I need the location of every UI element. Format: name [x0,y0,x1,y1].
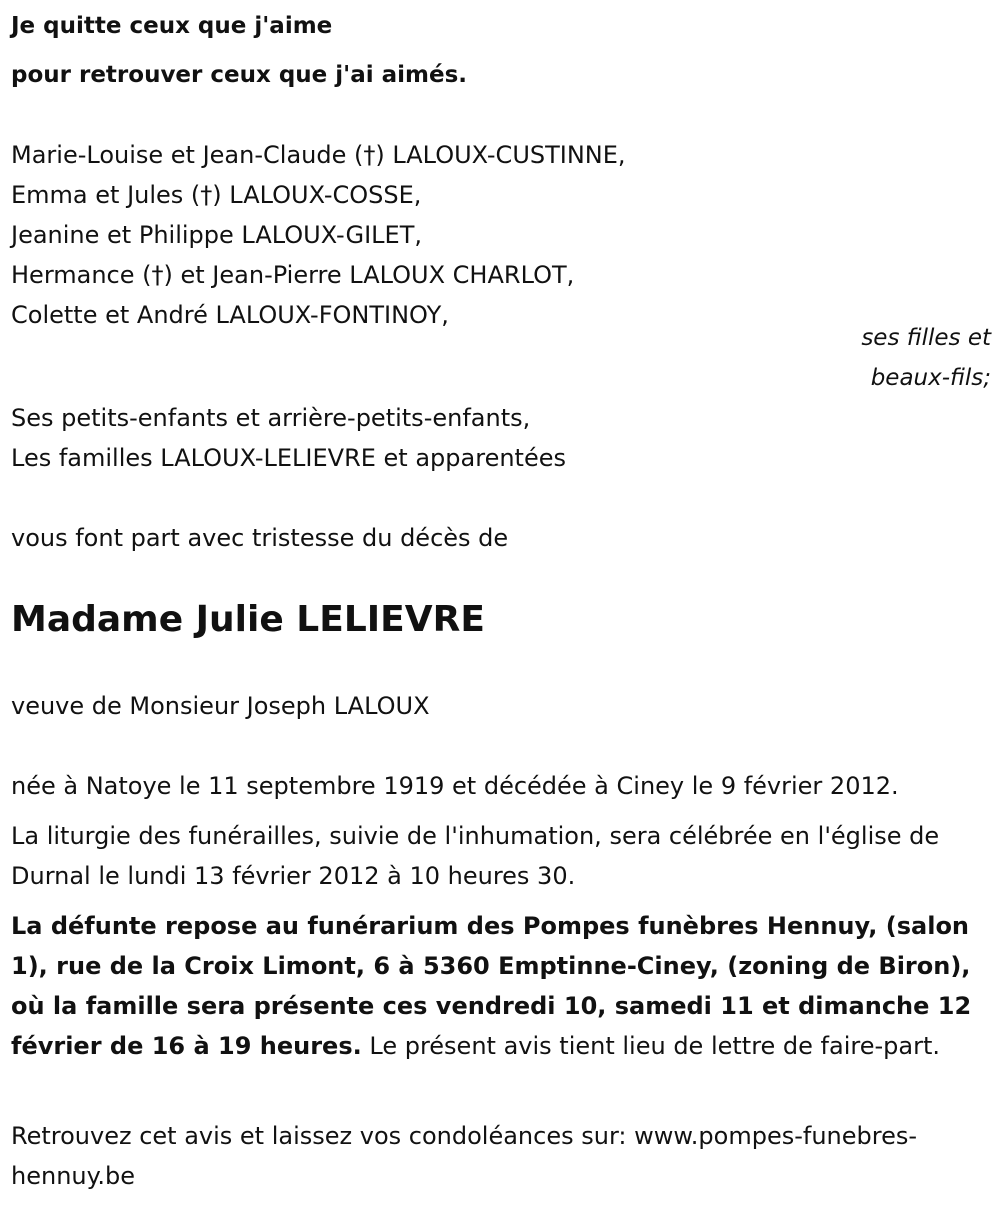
widow-of-text: veuve de Monsieur Joseph LALOUX [11,692,430,720]
relation-line-1: ses filles et [861,325,991,351]
quote-line-1: Je quitte ceux que j'aime [11,13,333,39]
condolences-text: Retrouvez cet avis et laissez vos condoléances sur: www.pompes-funebres-hennuy.be [11,1122,918,1190]
family-list [11,135,626,335]
funeral-home-paragraph [11,906,991,1066]
family-line: Jeanine et Philippe LALOUX-GILET, [11,221,422,249]
relation-note [861,318,991,398]
grandchildren-block [11,398,566,478]
family-line: Marie-Louise et Jean-Claude (†) LALOUX-CUSTINNE, [11,141,626,169]
birth-death-text: née à Natoye le 11 septembre 1919 et décédée à Ciney le 9 février 2012. [11,772,899,800]
family-line: Hermance (†) et Jean-Pierre LALOUX CHARLOT, [11,261,575,289]
notice-replaces-letter: Le présent avis tient lieu de lettre de faire-part. [361,1032,940,1060]
grandchildren-line: Ses petits-enfants et arrière-petits-enfants, [11,404,531,432]
announcement-text: vous font part avec tristesse du décès de [11,524,509,552]
quote-line-2: pour retrouver ceux que j'ai aimés. [11,62,468,88]
family-line: Emma et Jules (†) LALOUX-COSSE, [11,181,422,209]
family-line: Colette et André LALOUX-FONTINOY, [11,301,449,329]
extended-family-line: Les familles LALOUX-LELIEVRE et apparentées [11,444,566,472]
funeral-home-details: La défunte repose au funérarium des Pompes funèbres Hennuy, (salon 1), rue de la Croix Limont, 6 à 5360 Emptinne-Ciney, (zoning de Biron), où la famille sera présente ces vendredi 10, samedi 11 et dimanche 12 février de 16 à 19 heures. [11,912,972,1060]
deceased-name: Madame Julie LELIEVRE [11,599,485,640]
liturgy-text: La liturgie des funérailles, suivie de l'inhumation, sera célébrée en l'église de Durnal le lundi 13 février 2012 à 10 heures 30. [11,822,940,890]
relation-line-2: beaux-fils; [870,365,991,391]
